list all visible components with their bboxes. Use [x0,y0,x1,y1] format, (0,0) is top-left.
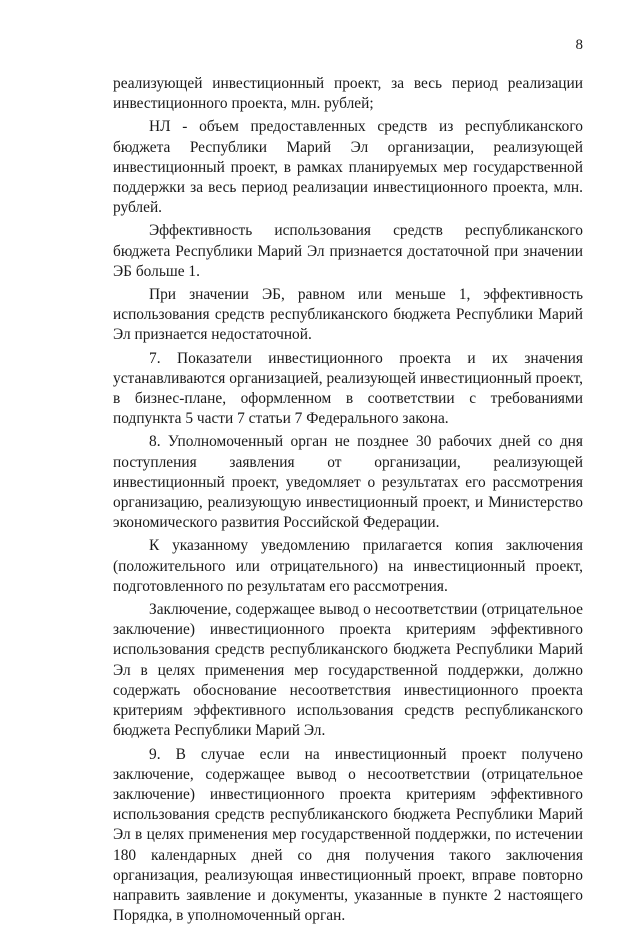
paragraph-item-9: 9. В случае если на инвестиционный проект получено заключение, содержащее вывод о несоответствии (отрицательное заключение) инвестиционного проекта критериям эффективного использования средств республиканского бюджета Республики Марий Эл в целях применения мер государственной поддержки, по истечении 180 календарных дней со дня получения такого заключения организация, реализующая инвестиционный проект, вправе повторно направить заявление и документы, указанные в пункте 2 настоящего Порядка, в уполномоченный орган. [113,745,583,925]
paragraph-item-8: 8. Уполномоченный орган не позднее 30 рабочих дней со дня поступления заявления от организации, реализующей инвестиционный проект, уведомляет о результатах его рассмотрения организацию, реализующую инвестиционный проект, и Министерство экономического развития Российской Федерации. [113,433,583,532]
document-body [113,74,583,929]
paragraph-nl-definition: НЛ - объем предоставленных средств из республиканского бюджета Республики Марий Эл организации, реализующей инвестиционный проект, в рамках планируемых мер государственной поддержки за весь период реализации инвестиционного проекта, млн. рублей. [113,118,583,217]
page-number: 8 [575,37,583,53]
paragraph-efficiency-insufficient: При значении ЭБ, равном или меньше 1, эффективность использования средств республиканского бюджета Республики Марий Эл признается недостаточной. [113,286,583,344]
paragraph-efficiency-sufficient: Эффективность использования средств республиканского бюджета Республики Марий Эл признается достаточной при значении ЭБ больше 1. [113,222,583,280]
paragraph-item-7: 7. Показатели инвестиционного проекта и их значения устанавливаются организацией, реализующей инвестиционный проект, в бизнес-плане, оформленном в соответствии с требованиями подпункта 5 части 7 статьи 7 Федерального закона. [113,349,583,428]
paragraph-continuation: реализующей инвестиционный проект, за весь период реализации инвестиционного проекта, млн. рублей; [113,75,583,113]
paragraph-notification-attachment: К указанному уведомлению прилагается копия заключения (положительного или отрицательного) на инвестиционный проект, подготовленного по результатам его рассмотрения. [113,537,583,595]
paragraph-negative-conclusion: Заключение, содержащее вывод о несоответствии (отрицательное заключение) инвестиционного проекта критериям эффективного использования средств республиканского бюджета Республики Марий Эл в целях применения мер государственной поддержки, должно содержать обоснование несоответствия инвестиционного проекта критериям эффективного использования средств республиканского бюджета Республики Марий Эл. [113,601,583,740]
